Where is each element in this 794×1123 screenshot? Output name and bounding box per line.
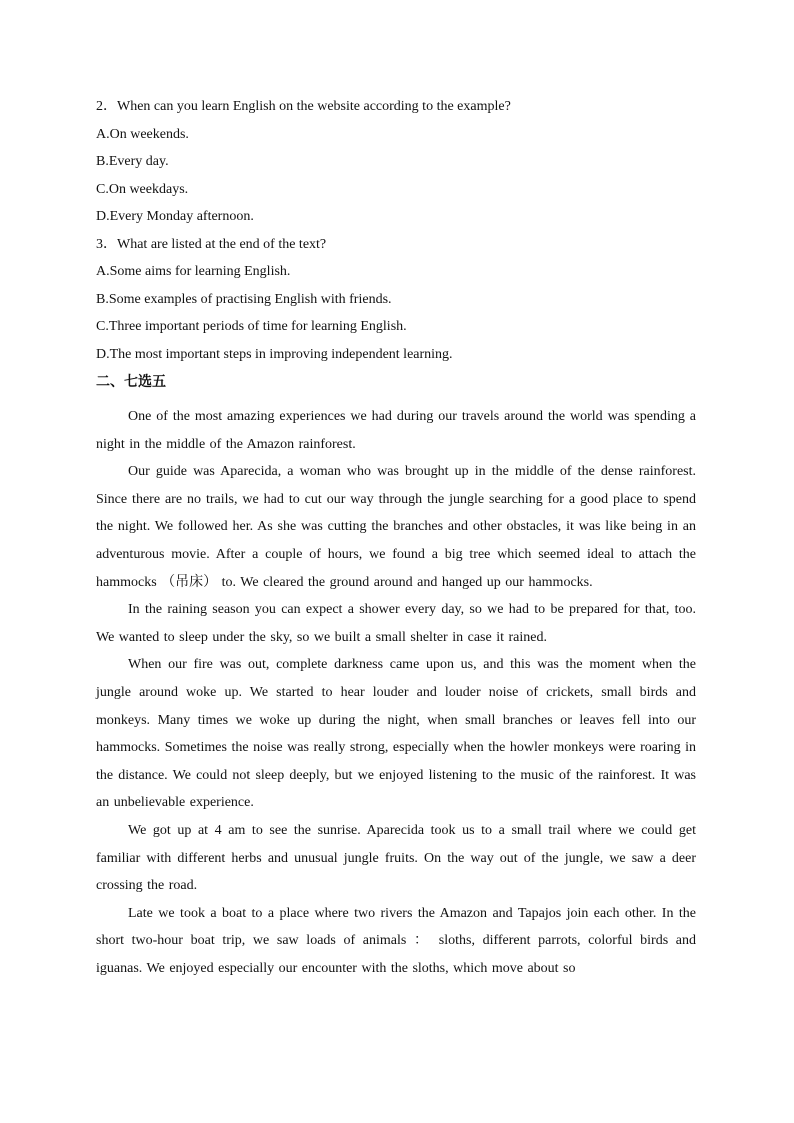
answer-option: B.Some examples of practising English with friends. xyxy=(96,291,392,307)
answer-option: B.Every day. xyxy=(96,154,169,169)
passage-paragraph: When our fire was out, complete darkness came upon us, and this was the moment when the jungle around woke up. We started to hear louder and louder noise of crickets, small birds and monkeys. Many times we woke up during the night, when small branches or leaves fell into our hammocks. Sometimes the noise was really strong, especially when the howler monkeys were roaring in the distance. We could not sleep deeply, but we enjoyed listening to the music of the rainforest. It was an unbelievable experience. xyxy=(96,657,696,811)
reading-passage xyxy=(96,403,696,982)
answer-option: C.On weekdays. xyxy=(96,181,189,197)
passage-paragraph: In the raining season you can expect a shower every day, so we had to be prepared for that, too. We wanted to sleep under the sky, so we built a small shelter in case it rained. xyxy=(96,602,696,645)
passage-paragraph: We got up at 4 am to see the sunrise. Aparecida took us to a small trail where we could get familiar with different herbs and unusual jungle fruits. On the way out of the jungle, we saw a deer crossing the road. xyxy=(96,822,696,894)
section-title: 二、七选五 xyxy=(96,374,166,390)
answer-option: D.The most important steps in improving independent learning. xyxy=(96,346,453,362)
question-block xyxy=(96,234,696,366)
passage-paragraph: Late we took a boat to a place where two rivers the Amazon and Tapajos join each other. In the short two-hour boat trip, we saw loads of animals ： sloths, different parrots, colorful birds and iguanas. We enjoyed especially our encounter with the sloths, which move about so xyxy=(96,905,696,976)
answer-option: A.On weekends. xyxy=(96,126,189,142)
answer-option: A.Some aims for learning English. xyxy=(96,264,291,279)
question-stem: 2．When can you learn English on the website according to the example? xyxy=(96,99,511,114)
question-stem: 3．What are listed at the end of the text? xyxy=(96,236,327,252)
passage-paragraph: One of the most amazing experiences we had during our travels around the world was spending a night in the middle of the Amazon rainforest. xyxy=(96,409,696,452)
answer-option: C.Three important periods of time for learning English. xyxy=(96,319,407,334)
question-block xyxy=(96,96,696,228)
answer-option: D.Every Monday afternoon. xyxy=(96,209,254,224)
page-content xyxy=(96,96,696,982)
passage-paragraph: Our guide was Aparecida, a woman who was brought up in the middle of the dense rainforest. Since there are no trails, we had to cut our way through the jungle searching for a good place to spend the night. We followed her. As she was cutting the branches and other obstacles, it was like being in an adventurous movie. After a couple of hours, we found a big tree which seemed ideal to attach the hammocks （吊床） to. We cleared the ground around and hanged up our hammocks. xyxy=(96,464,696,590)
